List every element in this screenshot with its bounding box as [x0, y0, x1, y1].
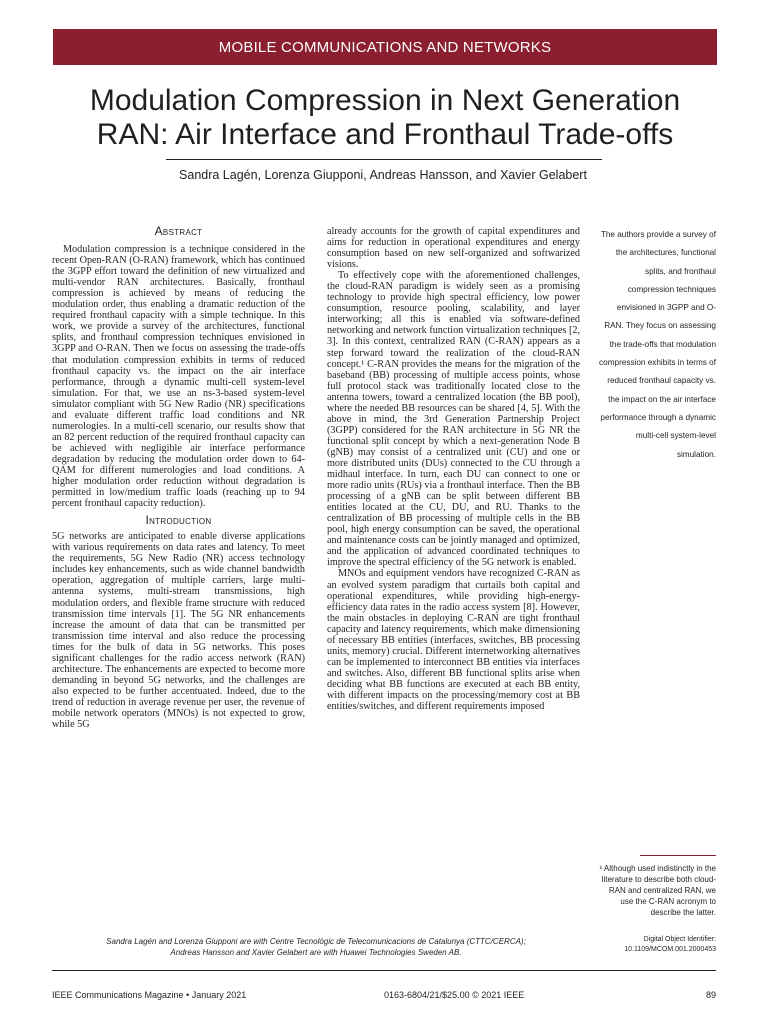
- abstract-heading: Abstract: [154, 224, 203, 238]
- doi-label: Digital Object Identifier:: [643, 936, 716, 943]
- intro-paragraph-1: 5G networks are anticipated to enable diverse applications with various requirements on data rates and latency. To meet the requirements, 5G New Radio (NR) access technology includes key enhancements, such as wide channel bandwidth operation, aggregation of multiple carriers, large multi-antenna systems, multi-stream transmissions, high modulation orders, and flexible frame structure with reduced transmission time intervals [1]. The 5G NR enhancements increase the amount of data that can be transmitted per transmission time interval and also reduce the processing times for the bulk of data in 5G networks. This poses significant challenges for the radio access network (RAN) architecture. The enhancements are expected to become more demanding in beyond 5G networks, and the challenges are also expected to be further accentuated. Indeed, due to the trend of reduction in average revenue per user, the revenue of mobile network operators (MNOs) is not expected to grow, while 5G: [52, 531, 305, 731]
- article-title: [40, 84, 730, 152]
- title-rule: [166, 159, 602, 160]
- footer-rule: [52, 970, 716, 971]
- title-line-1: Modulation Compression in Next Generation: [89, 84, 681, 117]
- affiliation-line-2: Andreas Hansson and Xavier Gelabert are with Huawei Technologies Sweden AB.: [170, 948, 462, 957]
- intro-paragraph-1-continued: already accounts for the growth of capital expenditures and aims for reduction in operational expenditures and energy consumption based on new self-organized and softwarized visions.: [327, 226, 580, 271]
- doi-block: [598, 935, 716, 954]
- footnote: ¹ Although used indistinctly in the literature to describe both cloud-RAN and centralized RAN, we use the C-RAN acronym to describe the latter.: [599, 864, 716, 917]
- left-column: [52, 226, 305, 730]
- introduction-heading: Introduction: [145, 513, 212, 528]
- affiliation-line-1: Sandra Lagén and Lorenza Giupponi are with Centre Tecnològic de Telecomunicacions de Catalunya (CTTC/CERCA);: [106, 937, 526, 946]
- title-line-2: RAN: Air Interface and Fronthaul Trade-offs: [96, 118, 674, 151]
- footnote-rule: [640, 855, 716, 856]
- intro-paragraph-2: To effectively cope with the aforementioned challenges, the cloud-RAN paradigm is widely seen as a promising technology to provide high spectral efficiency, low power consumption, resource pooling, scalability, and layer interworking; all this is enabled via software-defined networking and network function virtualization techniques [2, 3]. In this context, centralized RAN (C-RAN) appears as a step forward toward the realization of the cloud-RAN concept.¹ C-RAN provides the means for the migration of the baseband (BB) processing of multiple access points, whose full protocol stack was traditionally located close to the antenna towers, toward a centralized location (the BB pool), where the needed BB resources can be shared [4, 5]. With the above in mind, the 3rd Generation Partnership Project (3GPP) considered for the RAN architecture in 5G NR the functional split concept by which a next-generation Node B (gNB) may consist of a centralized unit (CU) and one or more distributed units (DUs) connected to the CU through a midhaul interface. In turn, each DU can connect to one or more radio units (RUs) via a fronthaul interface. Then the BB processing of a gNB can be split between different BB entities located at the CU, DU, and RU. Thanks to the centralization of BB processing of multiple cells in the BB pool, high energy consumption can be saved, the operational and maintenance costs can be jointly managed and optimized, and the application of advanced coordinated techniques to improve the spectral efficiency of the 5G network is enabled.: [327, 270, 580, 569]
- right-column: [327, 226, 580, 712]
- page-number: 89: [705, 990, 716, 1000]
- abstract-text: Modulation compression is a technique considered in the recent Open-RAN (O-RAN) framework, which has continued the 3GPP effort toward the definition of new virtualized and multi-vendor RAN architectures. Basically, fronthaul compression is achieved by means of reducing the modulation order, thus enabling a dramatic reduction of the required fronthaul capacity with a simple technique. In this work, we provide a survey of the architectures, functional splits, and fronthaul compression techniques envisioned in 3GPP and O-RAN. Then we focus on assessing the trade-offs that modulation compression exhibits in terms of reduced fronthaul capacity vs. the impact on the air interface performance, through a dynamic multi-cell system-level simulation. For that, we use an ns-3-based system-level simulator compliant with 5G New Radio (NR) specifications and evaluate different traffic load conditions and NR numerologies. In a multi-cell scenario, our results show that an 82 percent reduction of the required fronthaul capacity can be achieved with negligible air interface performance degradation by reducing the modulation order down to 64-QAM for different numerologies and load conditions. A higher modulation order reduction without degradation is permitted in low/medium traffic loads (reaching up to 94 percent fronthaul capacity reduction).: [52, 244, 305, 510]
- section-banner: MOBILE COMMUNICATIONS AND NETWORKS: [53, 29, 717, 65]
- intro-paragraph-3: MNOs and equipment vendors have recognized C-RAN as an evolved system paradigm that curtails both capital and operational expenditures, while providing high-energy-efficiency data rates in the radio access system [8]. However, the main obstacles in deploying C-RAN are tight fronthaul capacity and latency requirements, which make dimensioning of necessary BB entities (interfaces, switches, BB processing units, memory) crucial. Different internetworking alternatives can be implemented to interconnect BB entities via interfaces and switches. Also, different BB functional splits arise when deciding what BB functions are executed at each BB entity, with different impacts on the processing/memory cost at BB entities/switches, and different requirements imposed: [327, 568, 580, 713]
- author-affiliations: [52, 936, 580, 958]
- sidebar-summary: The authors provide a survey of the architectures, functional splits, and fronthaul compression techniques envisioned in 3GPP and O-RAN. They focus on assessing the trade-offs that modulation compression exhibits in terms of reduced fronthaul capacity vs. the impact on the air interface performance through a dynamic multi-cell system-level simulation.: [599, 230, 716, 459]
- journal-footer: IEEE Communications Magazine • January 2021: [52, 990, 247, 1000]
- author-list: Sandra Lagén, Lorenza Giupponi, Andreas Hansson, and Xavier Gelabert: [179, 168, 587, 182]
- doi-value: 10.1109/MCOM.001.2000453: [624, 945, 716, 953]
